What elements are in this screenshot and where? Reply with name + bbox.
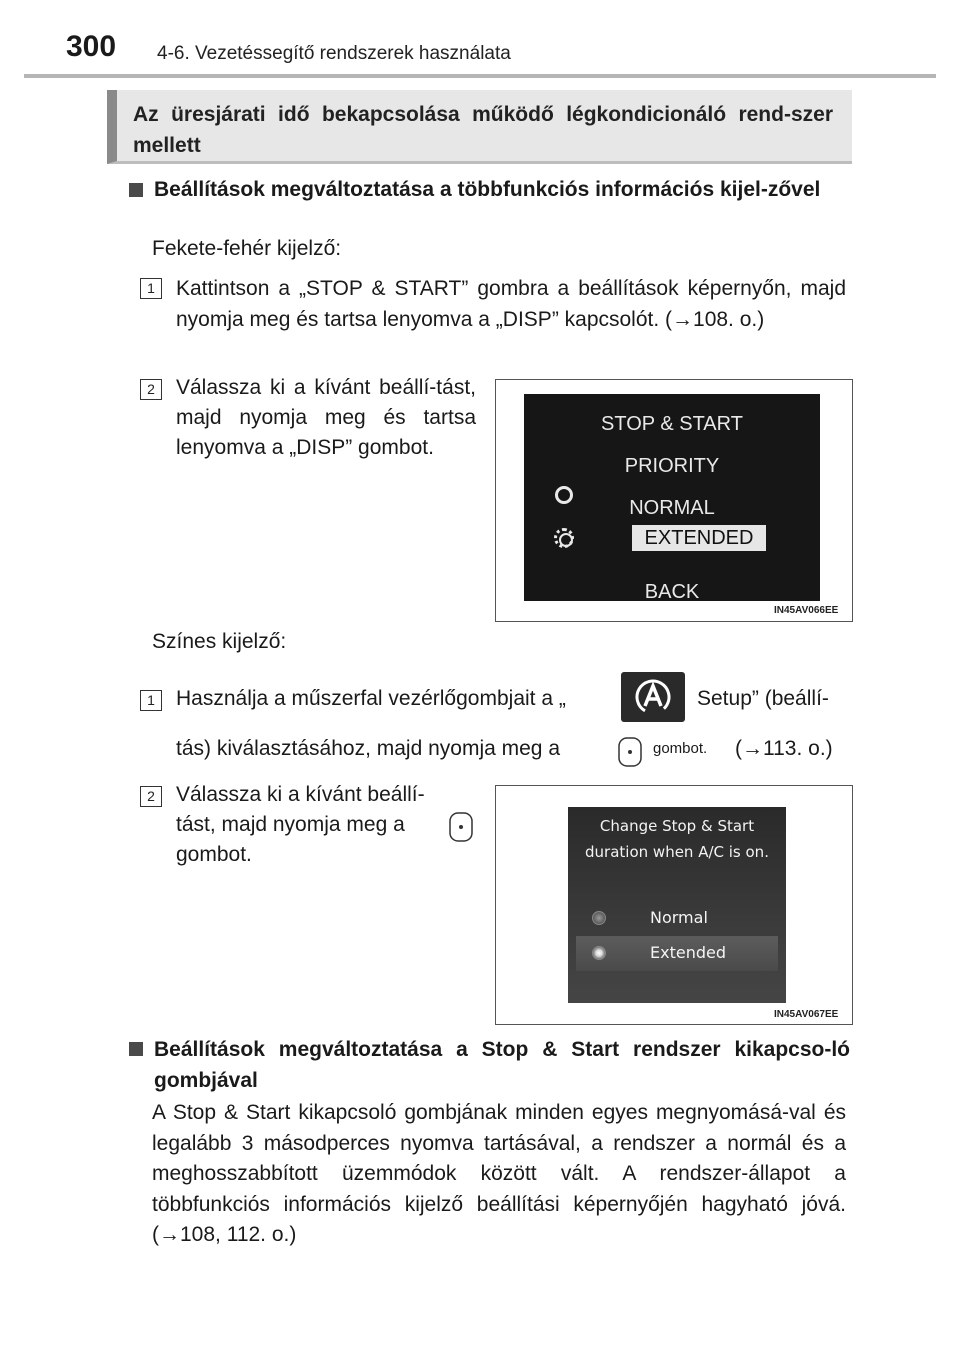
color-screen-title-line: duration when A/C is on. — [585, 843, 769, 861]
mono-menu-item: NORMAL — [629, 497, 715, 519]
color-display-screen — [568, 807, 786, 1003]
radio-selected-icon — [592, 946, 606, 960]
step-text: Válassza ki a kívánt beállí- — [176, 783, 425, 806]
enter-button-icon — [448, 811, 474, 848]
radio-icon — [592, 911, 606, 925]
step-text: Válassza ki a kívánt beállí-tást, majd nyomja meg és tartsa lenyomva a „DISP” gombot. — [176, 376, 476, 459]
step-badge: 2 — [140, 379, 162, 400]
step-badge: 2 — [140, 786, 162, 807]
step-badge: 1 — [140, 690, 162, 711]
subsection-body: A Stop & Start kikapcsoló gombjának minden egyes megnyomásá-val és legalább 3 másodperces nyomva tartásával, a rendszer a normál és a meghosszabbított üzemmódok között vált. A rendszer-állapot a többfunkciós információs kijelző beállítási képernyőjén hagyható jóvá. (→108, 112. o.) — [152, 1101, 846, 1246]
mono-menu-item: BACK — [644, 581, 700, 603]
step-text: Setup” (beállí- — [697, 687, 829, 710]
color-screen-title-line: Change Stop & Start — [599, 817, 755, 835]
step-badge: 1 — [140, 278, 162, 299]
figure-code: IN45AV067EE — [774, 1009, 839, 1020]
subsection-heading-display: Beállítások megváltoztatása a többfunkciós információs kijel-zővel — [154, 178, 821, 201]
color-display-figure — [495, 785, 853, 1025]
subsection-heading-switch: Beállítások megváltoztatása a Stop & Start rendszer kikapcso-ló gombjával — [154, 1038, 850, 1092]
mono-menu-item: PRIORITY — [624, 455, 720, 477]
section-title: Az üresjárati idő bekapcsolása működő légkondicionáló rend-szer mellett — [133, 103, 833, 157]
page-reference: (→113. o.) — [735, 737, 833, 760]
header-divider — [24, 74, 936, 78]
section-title-box — [107, 90, 852, 164]
step-text: tást, majd nyomja meg a — [176, 813, 405, 836]
option-row-normal[interactable] — [576, 902, 778, 937]
extended-gear-icon — [554, 528, 574, 548]
option-label: Normal — [650, 908, 708, 927]
step-text: gombot. — [653, 740, 708, 757]
figure-code: IN45AV066EE — [774, 605, 839, 616]
step-text: Használja a műszerfal vezérlőgombjait a „ — [176, 687, 566, 710]
step-text: gombot. — [176, 843, 252, 866]
mono-display-screen — [524, 394, 820, 601]
mono-display-label: Fekete-fehér kijelző: — [152, 237, 342, 260]
mono-menu-title: STOP & START — [601, 413, 743, 435]
enter-button-icon — [617, 736, 643, 773]
chapter-title: 4-6. Vezetéssegítő rendszerek használata — [157, 43, 511, 64]
option-label: Extended — [650, 943, 726, 962]
option-row-extended[interactable] — [576, 937, 778, 971]
mono-menu-item-selected: EXTENDED — [632, 525, 766, 551]
mono-display-figure — [495, 379, 853, 622]
step-text: tás) kiválasztásához, majd nyomja meg a — [176, 737, 560, 760]
color-display-label: Színes kijelző: — [152, 630, 287, 653]
bullet-square-icon — [129, 183, 143, 197]
bullet-square-icon — [129, 1042, 143, 1056]
step-text: Kattintson a „STOP & START” gombra a beállítások képernyőn, majd nyomja meg és tartsa lenyomva a „DISP” kapcsolót. (→108. o.) — [176, 277, 846, 331]
page-number: 300 — [66, 30, 117, 63]
setup-a-icon — [621, 672, 685, 722]
